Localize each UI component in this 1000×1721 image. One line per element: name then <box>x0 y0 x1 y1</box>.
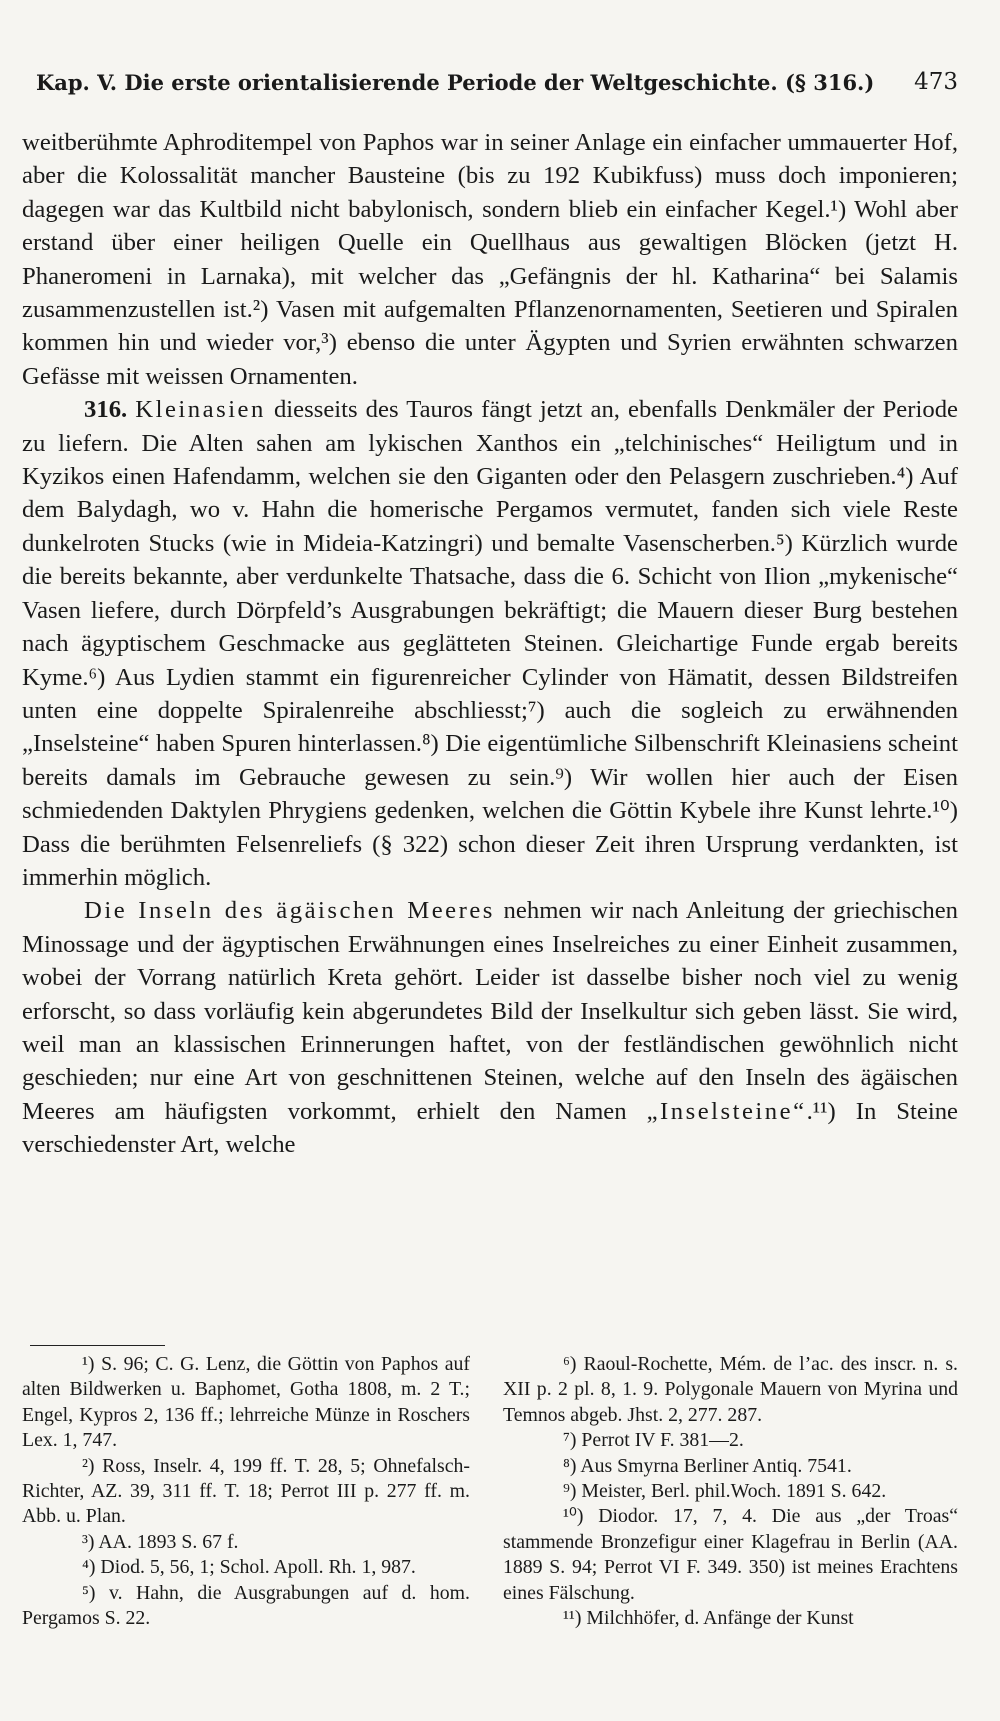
paragraph-3-lead-term: Die Inseln des ägäischen Meeres <box>84 897 495 925</box>
footnote-3: ³) AA. 1893 S. 67 f. <box>82 1530 239 1553</box>
footnote-7: ⁷) Perrot IV F. 381—2. <box>563 1429 744 1452</box>
footnote-6: ⁶) Raoul-Rochette, Mém. de l’ac. des inscr. n. s. XII p. 2 pl. 8, 1. 9. Polygonale Mauern von Myrina und Temnos abgeb. Jhst. 2, 277. 287. <box>503 1353 958 1426</box>
footnote-4: ⁴) Diod. 5, 56, 1; Schol. Apoll. Rh. 1, 987. <box>82 1556 416 1579</box>
running-header <box>36 70 964 95</box>
running-title: Kap. V. Die erste orientalisierende Periode der Weltgeschichte. (§ 316.) <box>36 70 875 95</box>
section-lead-term: Kleinasien <box>135 396 266 424</box>
footnote-divider <box>30 1345 165 1346</box>
inselsteine-term: „Inselsteine“ <box>646 1097 807 1125</box>
footnote-11: ¹¹) Milchhöfer, d. Anfänge der Kunst <box>563 1607 854 1630</box>
footnote-9: ⁹) Meister, Berl. phil.Woch. 1891 S. 642. <box>563 1480 887 1503</box>
footnotes-left-column <box>22 1352 470 1631</box>
page-number: 473 <box>914 69 958 95</box>
footnote-1: ¹) S. 96; C. G. Lenz, die Göttin von Paphos auf alten Bildwerken u. Baphomet, Gotha 1808, m. 2 T.; Engel, Kypros 2, 136 ff.; lehrreiche Münze in Roschers Lex. 1, 747. <box>22 1353 470 1452</box>
footnote-8: ⁸) Aus Smyrna Berliner Antiq. 7541. <box>563 1454 852 1477</box>
footnote-5: ⁵) v. Hahn, die Ausgrabungen auf d. hom. Pergamos S. 22. <box>22 1581 470 1630</box>
footnote-10: ¹⁰) Diodor. 17, 7, 4. Die aus „der Troas“ stammende Bronzefigur einer Klagefrau in Berlin (AA. 1889 S. 94; Perrot VI F. 349. 350) ist meines Erachtens eines Fälschung. <box>503 1505 958 1604</box>
main-text <box>22 126 958 1162</box>
paragraph-1: weitberühmte Aphroditempel von Paphos war in seiner Anlage ein einfacher ummauerter Hof, aber die Kolossalität mancher Bausteine (bis zu 192 Kubikfuss) muss doch imponieren; dagegen war das Kultbild nicht babylonisch, sondern blieb ein einfacher Kegel.¹) Wohl aber erstand über einer heiligen Quelle ein Quellhaus aus gewaltigen Blöcken (jetzt H. Phaneromeni in Larnaka), mit welcher das „Gefängnis der hl. Katharina“ bei Salamis zusammenzustellen ist.²) Vasen mit aufgemalten Pflanzenornamenten, Seetieren und Spiralen kommen hin und wieder vor,³) ebenso die unter Ägypten und Syrien erwähnten schwarzen Gefässe mit weissen Ornamenten. <box>22 129 958 390</box>
footnotes-right-column <box>503 1352 958 1631</box>
paragraph-2 <box>22 393 958 894</box>
paragraph-3-text: nehmen wir nach Anleitung der griechischen Minossage und der ägyptischen Erwähnungen eines Inselreiches zu einer Einheit zusammen, wobei der Vorrang natürlich Kreta gehört. Leider ist dasselbe bisher noch viel zu wenig erforscht, so dass vorläufig kein abgerundetes Bild der Inselkultur sich geben lässt. Sie wird, weil man an klassischen Erinnerungen haftet, von der festländischen gewöhnlich nicht geschieden; nur eine Art von geschnittenen Steinen, welche auf den Inseln des ägäischen Meeres am häufigsten vorkommt, erhielt den Namen <box>22 897 959 1125</box>
paragraph-2-text: diesseits des Tauros fängt jetzt an, ebenfalls Denkmäler der Periode zu liefern. Die Alten sahen am lykischen Xanthos ein „telchinisches“ Heiligtum und in Kyzikos einen Hafendamm, welchen sie den Giganten oder den Pelasgern zuschrieben.⁴) Auf dem Balydagh, wo v. Hahn die homerische Pergamos vermutet, fanden sich viele Reste dunkelroten Stucks (wie in Mideia-Katzingri) und bemalte Vasenscherben.⁵) Kürzlich wurde die bereits bekannte, aber verdunkelte Thatsache, dass die 6. Schicht von Ilion „mykenische“ Vasen liefere, durch Dörpfeld’s Ausgrabungen bekräftigt; die Mauern dieser Burg bestehen nach ägyptischem Geschmacke aus geglätteten Steinen. Gleichartige Funde ergab bereits Kyme.⁶) Aus Lydien stammt ein figurenreicher Cylinder von Hämatit, dessen Bildstreifen unten eine doppelte Spiralenreihe abschliesst;⁷) auch die sogleich zu erwähnenden „Inselsteine“ haben Spuren hinterlassen.⁸) Die eigentümliche Silbenschrift Kleinasiens scheint bereits damals im Gebrauche gewesen zu sein.⁹) Wir wollen hier auch der Eisen schmiedenden Daktylen Phrygiens gedenken, welchen die Göttin Kybele ihre Kunst lehrte.¹⁰) Dass die berühmten Felsenreliefs (§ 322) schon dieser Zeit ihren Ursprung verdankten, ist immerhin möglich. <box>22 396 958 891</box>
paragraph-3-tail: .¹¹) In Steine verschiedenster Art, welche <box>22 1097 958 1159</box>
footnote-2: ²) Ross, Inselr. 4, 199 ff. T. 28, 5; Ohnefalsch-Richter, AZ. 39, 311 ff. T. 18; Perrot III p. 277 ff. m. Abb. u. Plan. <box>22 1454 470 1528</box>
section-number: 316. <box>84 396 128 424</box>
paragraph-3 <box>22 894 958 1161</box>
